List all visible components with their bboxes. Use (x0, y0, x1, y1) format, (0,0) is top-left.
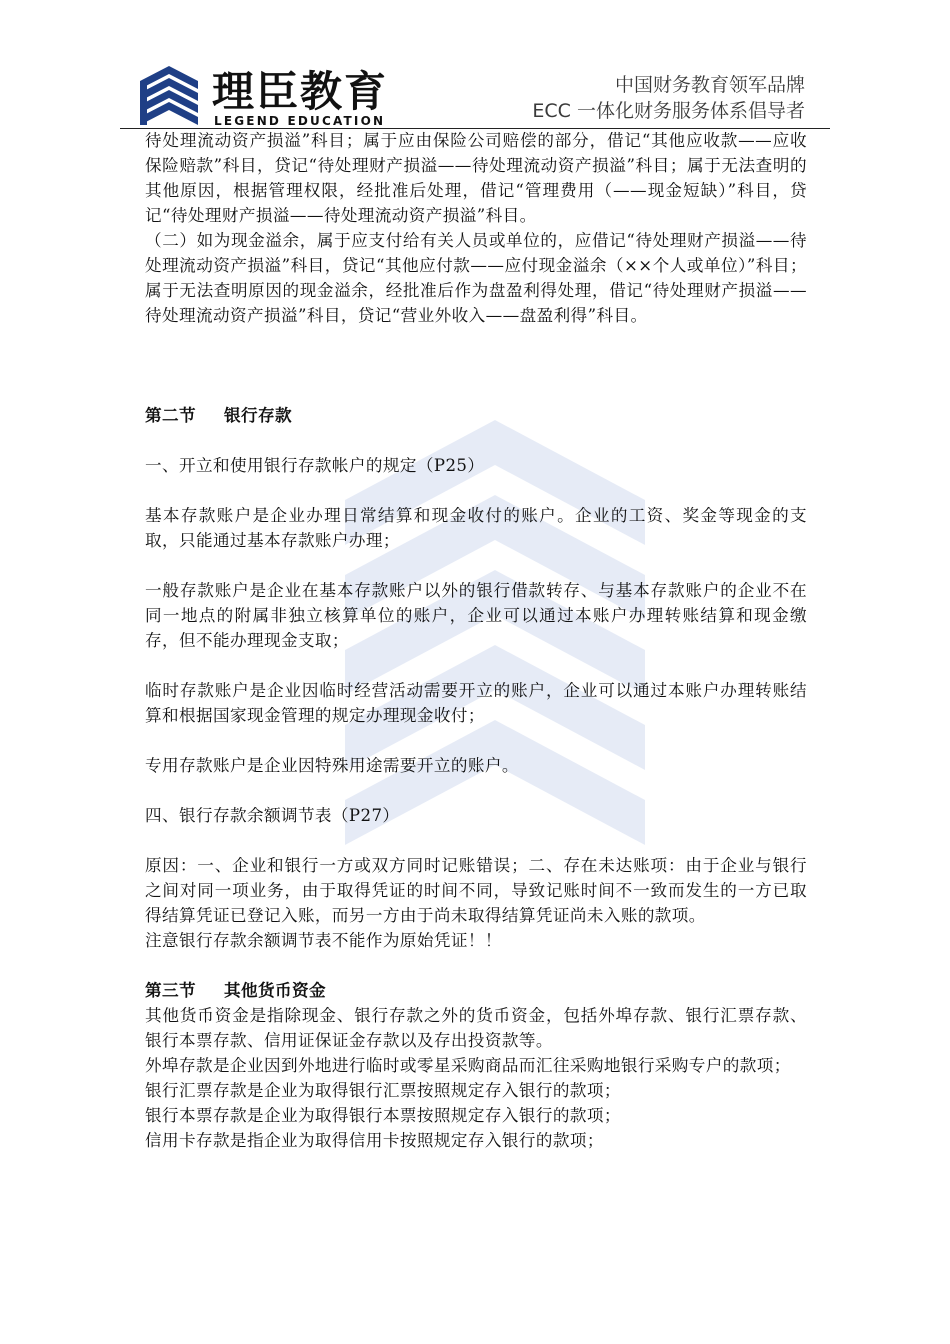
heading-reconciliation: 四、银行存款余额调节表（P27） (145, 806, 400, 825)
section-2-title (145, 403, 807, 428)
document-body (145, 128, 807, 1153)
section-3-name: 其他货币资金 (223, 980, 326, 1000)
header-tagline-1: 中国财务教育领军品牌 (614, 74, 805, 96)
brand-name: 理臣教育 (212, 67, 389, 116)
paragraph-reconciliation-reason: 原因：一、企业和银行一方或双方同时记账错误；二、存在未达账项：由于企业与银行之间对同一项业务，由于取得凭证的时间不同，导致记账时间不一致而发生的一方已取得结算凭证已登记入账，而另一方由于尚未取得结算凭证尚未入账的款项。 (145, 856, 807, 925)
paragraph-cashier-cheque: 银行本票存款是企业为取得银行本票按照规定存入银行的款项； (145, 1106, 621, 1125)
header-tagline-2: ECC 一体化财务服务体系倡导者 (532, 100, 805, 122)
section-2-number: 第二节 (145, 405, 196, 425)
paragraph-general-account: 一般存款账户是企业在基本存款账户以外的银行借款转存、与基本存款账户的企业不在同一地点的附属非独立核算单位的账户，企业可以通过本账户办理转账结算和现金缴存，但不能办理现金支取； (145, 581, 807, 650)
paragraph-bank-draft: 银行汇票存款是企业为取得银行汇票按照规定存入银行的款项； (145, 1081, 621, 1100)
paragraph-other-funds-def: 其他货币资金是指除现金、银行存款之外的货币资金，包括外埠存款、银行汇票存款、银行本票存款、信用证保证金存款以及存出投资款等。 (145, 1006, 807, 1050)
section-3-number: 第三节 (145, 980, 196, 1000)
brand-english-name: LEGEND EDUCATION (214, 114, 386, 128)
heading-account-rules: 一、开立和使用银行存款帐户的规定（P25） (145, 456, 485, 475)
section-3-title (145, 978, 807, 1003)
paragraph-basic-account: 基本存款账户是企业办理日常结算和现金收付的账户。企业的工资、奖金等现金的支取，只能通过基本存款账户办理； (145, 506, 807, 550)
paragraph-cash-surplus: （二）如为现金溢余，属于应支付给有关人员或单位的，应借记“待处理财产损溢——待处理流动资产损溢”科目，贷记“其他应付款——应付现金溢余（××个人或单位）”科目；属于无法查明原因的现金溢余，经批准后作为盘盈利得处理，借记“待处理财产损溢——待处理流动资产损溢”科目，贷记“营业外收入——盘盈利得”科目。 (145, 231, 807, 325)
paragraph-temporary-account: 临时存款账户是企业因临时经营活动需要开立的账户，企业可以通过本账户办理转账结算和根据国家现金管理的规定办理现金收付； (145, 681, 807, 725)
paragraph-credit-card: 信用卡存款是指企业为取得信用卡按照规定存入银行的款项； (145, 1131, 604, 1150)
paragraph-special-account: 专用存款账户是企业因特殊用途需要开立的账户。 (145, 756, 519, 775)
paragraph-cash-shortage: 待处理流动资产损溢”科目；属于应由保险公司赔偿的部分，借记“其他应收款——应收保险赔款”科目，贷记“待处理财产损溢——待处理流动资产损溢”科目；属于无法查明的其他原因，根据管理权限，经批准后处理，借记“管理费用（——现金短缺）”科目，贷记“待处理财产损溢——待处理流动资产损溢”科目。 (145, 131, 807, 225)
section-2-name: 银行存款 (223, 405, 292, 425)
page-header (0, 0, 950, 130)
stacked-chevron-logo-icon (138, 64, 200, 128)
paragraph-remote-deposit: 外埠存款是企业因到外地进行临时或零星采购商品而汇往采购地银行采购专户的款项； (145, 1056, 791, 1075)
paragraph-reconciliation-note: 注意银行存款余额调节表不能作为原始凭证！！ (145, 931, 502, 950)
